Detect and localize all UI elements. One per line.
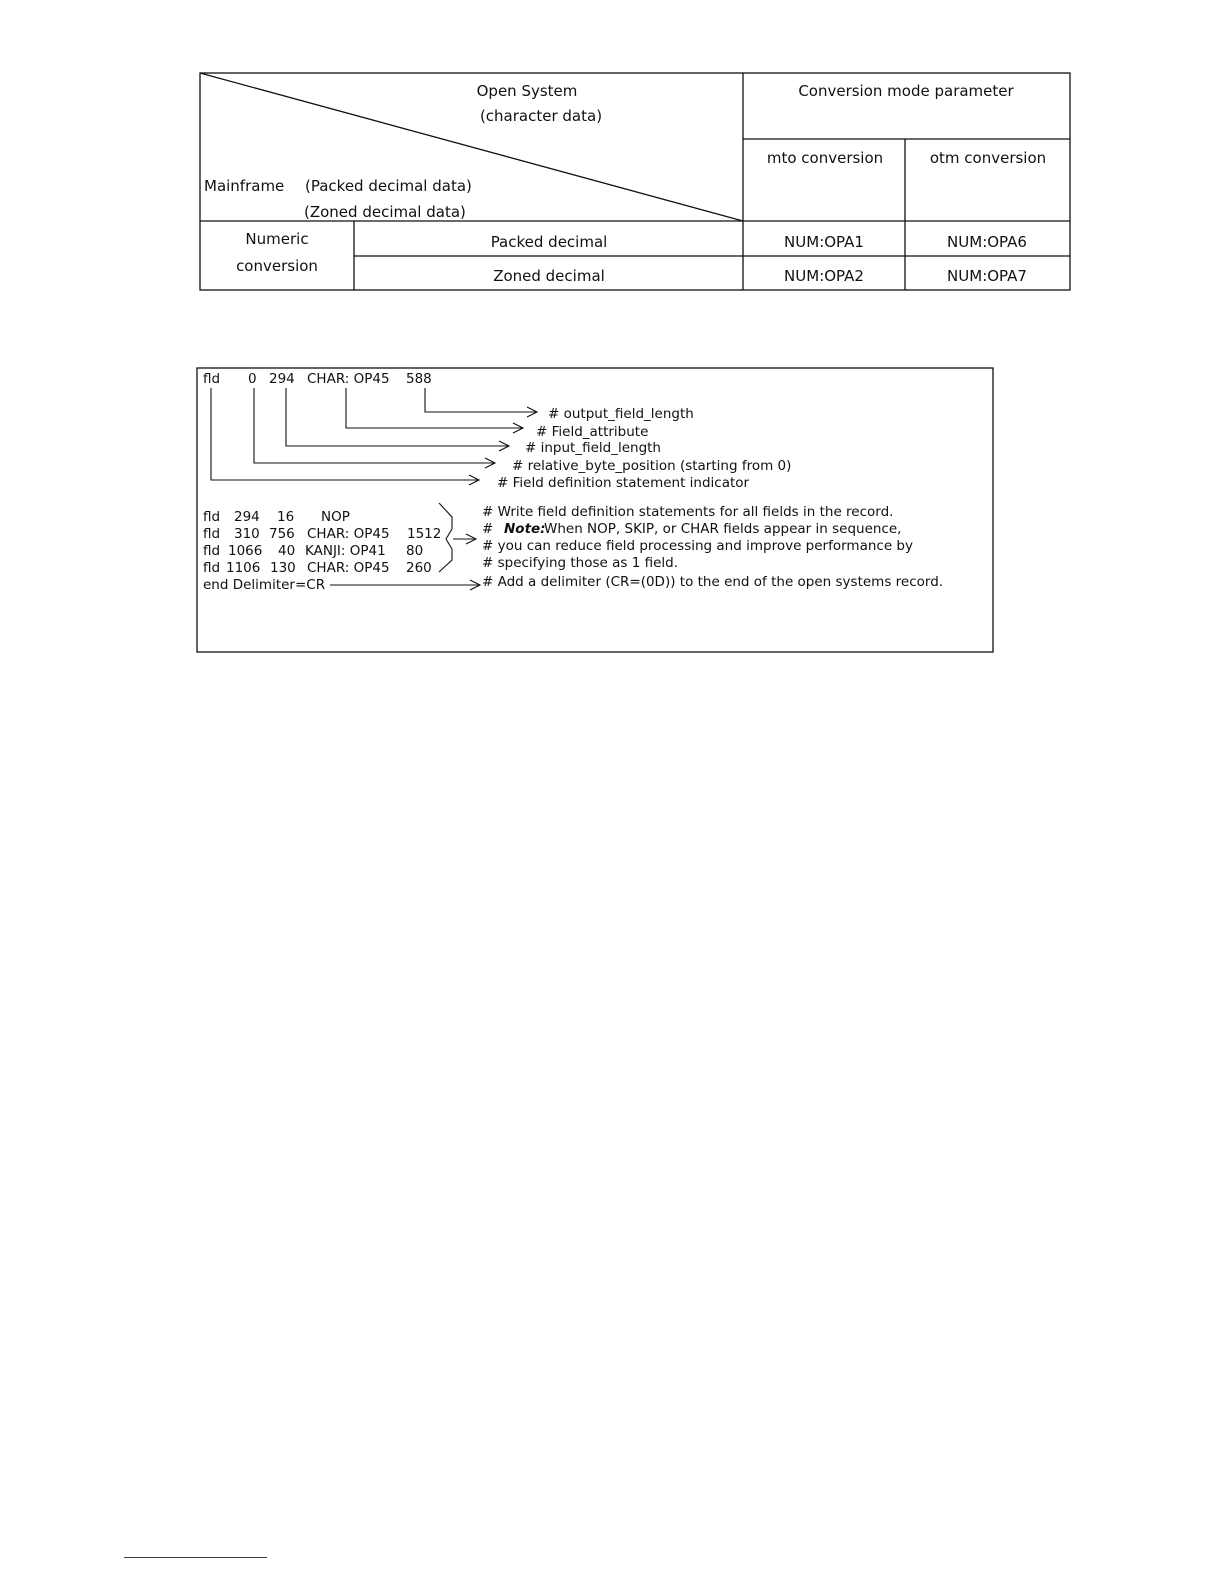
header-open-system: Open System — [476, 82, 578, 100]
comment-line-3: # you can reduce field processing and improve performance by — [482, 538, 913, 554]
diagonal-divider — [200, 73, 743, 221]
row-zoned-otm: NUM:OPA7 — [947, 267, 1027, 285]
header-packed: (Packed decimal data) — [305, 177, 472, 195]
annotation-relative-position: # relative_byte_position (starting from 0) — [512, 458, 792, 474]
annotation-field-attribute: # Field_attribute — [536, 424, 649, 440]
header-mto: mto conversion — [766, 149, 884, 167]
field-row-len: 756 — [269, 526, 295, 542]
header-open-system-sub: (character data) — [479, 107, 603, 125]
stmt-outlen: 588 — [406, 371, 432, 387]
field-row-attr: KANJI: OP41 — [305, 543, 386, 559]
field-list — [203, 509, 441, 593]
end-statement: end Delimiter=CR — [203, 577, 326, 593]
comment-line-4: # specifying those as 1 field. — [482, 555, 678, 571]
stmt-pos: 0 — [248, 371, 257, 387]
annotation-indicator: # Field definition statement indicator — [497, 475, 750, 491]
field-row-pos: 1066 — [228, 543, 263, 559]
row-packed-mto: NUM:OPA1 — [784, 233, 864, 251]
comment-line-2: # — [482, 521, 494, 537]
conversion-table — [0, 0, 1224, 320]
header-zoned: (Zoned decimal data) — [304, 203, 466, 221]
stmt-len: 294 — [269, 371, 295, 387]
field-row-len: 40 — [278, 543, 296, 559]
row-zoned-type: Zoned decimal — [493, 267, 605, 285]
field-row-attr: CHAR: OP45 — [307, 560, 390, 576]
stmt-fld: fld — [203, 371, 221, 387]
field-row-attr: CHAR: OP45 — [307, 526, 390, 542]
note-text: When NOP, SKIP, or CHAR fields appear in sequence, — [544, 521, 902, 537]
field-row-fld: fld — [203, 560, 221, 576]
field-row-fld: fld — [203, 526, 221, 542]
field-row-pos: 310 — [234, 526, 260, 542]
row-zoned-mto: NUM:OPA2 — [784, 267, 864, 285]
field-row-outlen: 80 — [406, 543, 424, 559]
row-group-line2: conversion — [236, 257, 318, 275]
header-conversion-param: Conversion mode parameter — [798, 82, 1014, 100]
note-label: Note: — [504, 521, 546, 537]
field-row-outlen: 1512 — [407, 526, 442, 542]
field-row-pos: 1106 — [226, 560, 261, 576]
annotation-output-length: # output_field_length — [548, 406, 694, 422]
delimiter-comment: # Add a delimiter (CR=(0D)) to the end of the open systems record. — [482, 574, 944, 590]
annotation-input-length: # input_field_length — [525, 440, 661, 456]
field-definition-diagram — [0, 360, 1224, 660]
field-row-len: 16 — [277, 509, 295, 525]
field-row-fld: fld — [203, 543, 221, 559]
stmt-attr: CHAR: OP45 — [307, 371, 390, 387]
field-row-pos: 294 — [234, 509, 260, 525]
header-mainframe: Mainframe — [204, 177, 285, 195]
footer-link-underline[interactable] — [124, 1557, 267, 1558]
header-otm: otm conversion — [929, 149, 1047, 167]
row-group-line1: Numeric — [245, 230, 309, 248]
row-packed-type: Packed decimal — [490, 233, 608, 251]
row-packed-otm: NUM:OPA6 — [947, 233, 1027, 251]
field-row-len: 130 — [270, 560, 296, 576]
field-row-fld: fld — [203, 509, 221, 525]
comment-line-1: # Write field definition statements for all fields in the record. — [482, 504, 894, 520]
field-row-attr: NOP — [321, 509, 350, 525]
field-row-outlen: 260 — [406, 560, 432, 576]
